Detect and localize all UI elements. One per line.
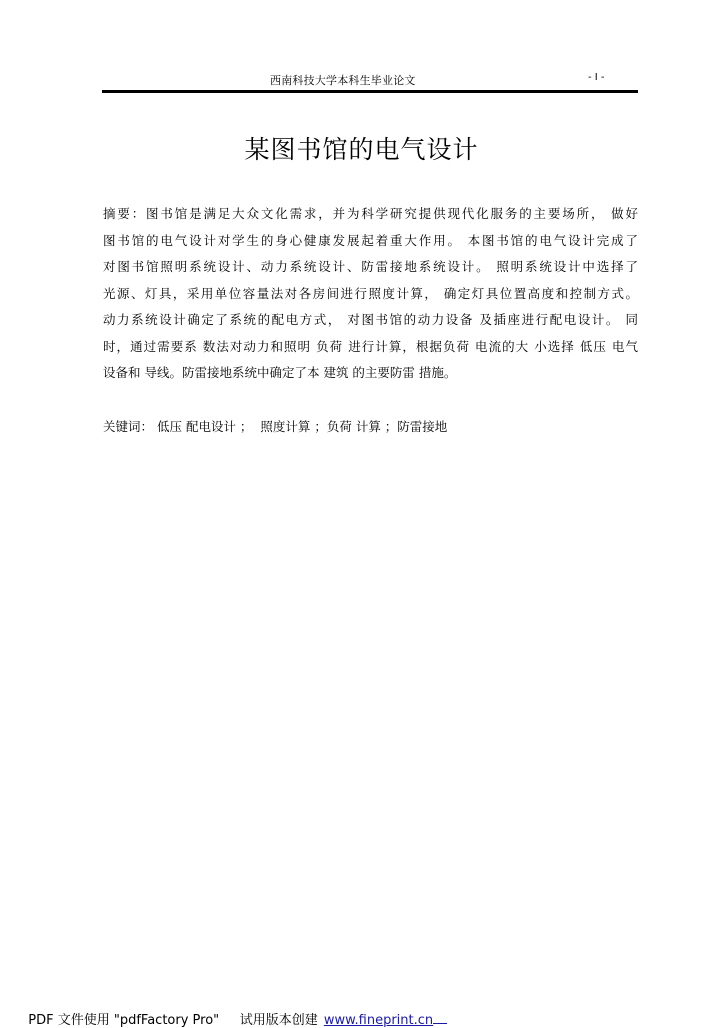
abstract-paragraph: [103, 201, 638, 387]
abstract-line: 图书馆的电气设计对学生的身心健康发展起着重大作用。 本图书馆的电气设计完成了: [103, 232, 638, 248]
link-underline-tail: [433, 1011, 447, 1024]
abstract-line: 时，通过需要系 数法对动力和照明 负荷 进行计算，根据负荷 电流的大 小选择 低压 电气: [103, 338, 638, 354]
footer-link[interactable]: www.fineprint.cn: [323, 1013, 434, 1028]
running-header: 西南科技大学本科生毕业论文: [270, 74, 416, 87]
abstract-line: 设备和 导线。防雷接地系统中确定了本 建筑 的主要防雷 措施。: [103, 365, 457, 380]
document-title: 某图书馆的电气设计: [244, 135, 479, 164]
abstract-line: 对图书馆照明系统设计、动力系统设计、防雷接地系统设计。 照明系统设计中选择了: [103, 259, 638, 274]
header-divider: [102, 90, 638, 93]
abstract-line: 动力系统设计确定了系统的配电方式， 对图书馆的动力设备 及插座进行配电设计。 同: [103, 312, 638, 327]
keywords-line: 关键词： 低压 配电设计 ； 照度计算 ；负荷 计算 ；防雷接地: [103, 419, 448, 434]
abstract-line: 光源、灯具，采用单位容量法对各房间进行照度计算， 确定灯具位置高度和控制方式。: [103, 285, 638, 301]
pdf-footer: [20, 994, 447, 1028]
page-number: - I -: [588, 72, 605, 83]
footer-text: PDF 文件使用 "pdfFactory Pro" 试用版本创建: [28, 1013, 318, 1028]
abstract-line: 摘要：图书馆是满足大众文化需求，并为科学研究提供现代化服务的主要场所， 做好: [103, 206, 638, 221]
